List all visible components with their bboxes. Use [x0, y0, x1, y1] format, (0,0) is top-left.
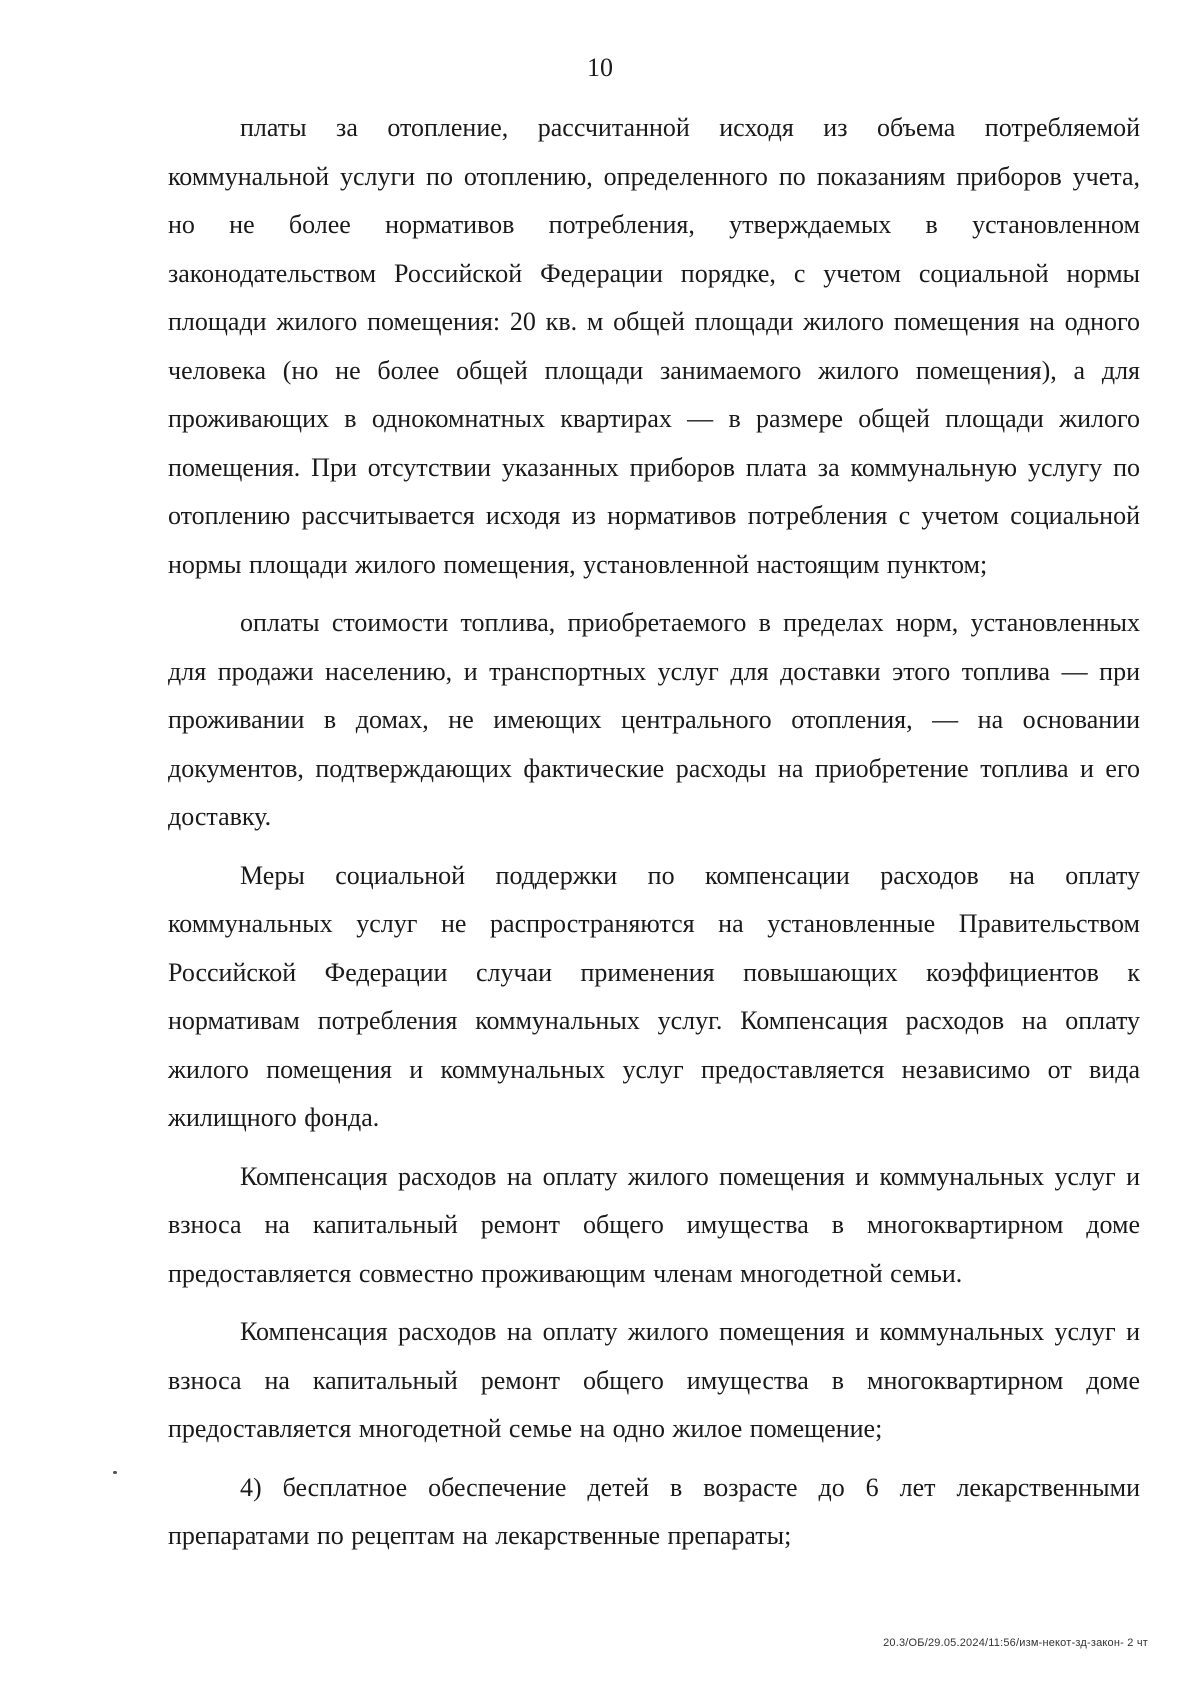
- paragraph-item-4-medicines: 4) бесплатное обеспечение детей в возрасте до 6 лет лекарственными препаратами по рецептам на лекарственные препараты;: [168, 1472, 1140, 1550]
- paragraph-heating-payment: платы за отопление, рассчитанной исходя из объема потребляемой коммунальной услуги по отоплению, определенного по показаниям приборов учета, но не более нормативов потребления, утверждаемых в установленном законодательством Российской Федерации порядке, с учетом социальной нормы площади жилого помещения: 20 кв. м общей площади жилого помещения на одного человека (но не более общей площади занимаемого жилого помещения), а для проживающих в однокомнатных квартирах — в размере общей площади жилого помещения. При отсутствии указанных приборов плата за коммунальную услугу по отоплению рассчитывается исходя из нормативов потребления с учетом социальной нормы площади жилого помещения, установленной настоящим пунктом;: [168, 113, 1140, 579]
- paragraph-fuel-payment: оплаты стоимости топлива, приобретаемого в пределах норм, установленных для продажи населению, и транспортных услуг для доставки этого топлива — при проживании в домах, не имеющих центрального отопления, — на основании документов, подтверждающих фактические расходы на приобретение топлива и его доставку.: [168, 608, 1140, 831]
- paragraph-compensation-family: Компенсация расходов на оплату жилого помещения и коммунальных услуг и взноса на капитальный ремонт общего имущества в многоквартирном доме предоставляется многодетной семье на одно жилое помещение;: [168, 1317, 1140, 1443]
- paragraph-social-support-measures: Меры социальной поддержки по компенсации расходов на оплату коммунальных услуг не распространяются на установленные Правительством Российской Федерации случаи применения повышающих коэффициентов к нормативам потребления коммунальных услуг. Компенсация расходов на оплату жилого помещения и коммунальных услуг предоставляется независимо от вида жилищного фонда.: [168, 860, 1140, 1132]
- document-body: [168, 104, 1140, 1561]
- paragraph-compensation-members: Компенсация расходов на оплату жилого помещения и коммунальных услуг и взноса на капитальный ремонт общего имущества в многоквартирном доме предоставляется совместно проживающим членам многодетной семьи.: [168, 1161, 1140, 1288]
- document-footer-code: 20.3/ОБ/29.05.2024/11:56/изм-некот-зд-закон- 2 чт: [883, 1637, 1148, 1649]
- page-number: 10: [587, 53, 613, 82]
- scan-speck-mark: [113, 1471, 117, 1474]
